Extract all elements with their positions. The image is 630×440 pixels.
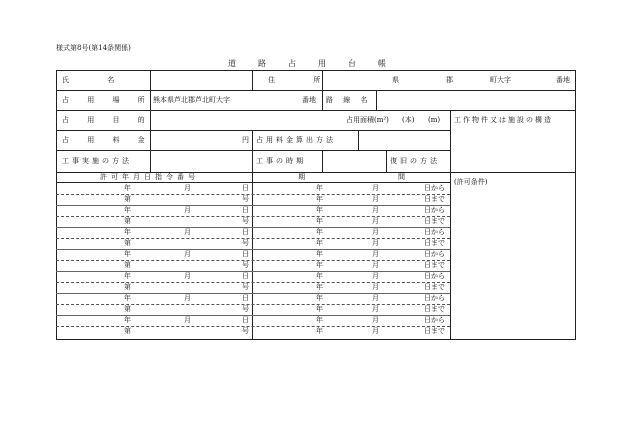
permit-no-prefix: 第: [124, 261, 131, 269]
period-label: 工事の時期: [256, 157, 306, 165]
period-from: 日から: [424, 294, 445, 302]
row-divider: [56, 326, 450, 327]
title-char: 占: [288, 59, 296, 68]
period-to: 日まで: [424, 217, 445, 225]
permit-no-prefix: 第: [124, 195, 131, 203]
permit-year-label: 年: [124, 206, 131, 214]
period-start-year: 年: [316, 294, 323, 302]
permit-year-label: 年: [124, 316, 131, 324]
row-divider: [56, 238, 450, 239]
permit-day-label: 日: [242, 316, 249, 324]
entry-divider: [56, 315, 450, 316]
permit-period-header-2: 間: [398, 173, 405, 181]
name-field[interactable]: [152, 72, 250, 88]
form-number: 様式第8号(第14条関係): [56, 44, 131, 52]
permit-day-label: 日: [242, 206, 249, 214]
entry-divider: [56, 227, 450, 228]
period-start-year: 年: [316, 272, 323, 280]
period-end-year: 年: [316, 305, 323, 313]
permit-year-label: 年: [124, 228, 131, 236]
period-start-month: 月: [372, 250, 379, 258]
permit-year-label: 年: [124, 272, 131, 280]
name-label: 氏 名: [62, 76, 133, 84]
entry-divider: [56, 271, 450, 272]
permit-day-label: 日: [242, 184, 249, 192]
period-end-month: 月: [372, 239, 379, 247]
period-end-year: 年: [316, 261, 323, 269]
area-length: (本): [402, 116, 415, 124]
period-from: 日から: [424, 316, 445, 324]
permit-no-prefix: 第: [124, 305, 131, 313]
period-start-year: 年: [316, 206, 323, 214]
period-end-year: 年: [316, 239, 323, 247]
banchi-suffix: 番地: [556, 76, 570, 84]
permit-month-label: 月: [184, 228, 191, 236]
conditions-label: (許可条件): [454, 178, 488, 186]
permit-day-label: 日: [242, 294, 249, 302]
period-end-year: 年: [316, 217, 323, 225]
period-start-year: 年: [316, 184, 323, 192]
title-char: 道: [228, 59, 236, 68]
period-end-month: 月: [372, 327, 379, 335]
permit-header: 許可年月日指令番号: [100, 173, 199, 181]
route-label: 路 線 名: [326, 96, 372, 104]
period-to: 日まで: [424, 283, 445, 291]
title-char: 路: [258, 59, 266, 68]
fee-label: 占 用 料 金: [62, 136, 153, 144]
row-divider: [56, 282, 450, 283]
permit-no-suffix: 号: [242, 305, 249, 313]
period-from: 日から: [424, 206, 445, 214]
entry-divider: [56, 249, 450, 250]
permit-year-label: 年: [124, 294, 131, 302]
route-field[interactable]: [378, 92, 574, 108]
period-end-year: 年: [316, 283, 323, 291]
period-to: 日まで: [424, 239, 445, 247]
period-from: 日から: [424, 228, 445, 236]
permit-year-label: 年: [124, 250, 131, 258]
period-start-month: 月: [372, 316, 379, 324]
period-end-month: 月: [372, 283, 379, 291]
period-start-month: 月: [372, 228, 379, 236]
location-label: 占 用 場 所: [62, 96, 153, 104]
area-unit: (m): [428, 116, 441, 124]
restore-label: 復旧の方法: [390, 157, 440, 165]
purpose-label: 占 用 目 的: [62, 116, 153, 124]
county-suffix: 郡: [446, 76, 453, 84]
period-start-year: 年: [316, 250, 323, 258]
permit-no-suffix: 号: [242, 217, 249, 225]
structure-label: 工作物件又は施設の構造: [454, 116, 553, 124]
permit-month-label: 月: [184, 294, 191, 302]
row-divider: [56, 194, 450, 195]
period-end-month: 月: [372, 261, 379, 269]
period-to: 日まで: [424, 195, 445, 203]
period-from: 日から: [424, 272, 445, 280]
area-label: 占用面積(m²): [346, 116, 389, 124]
period-end-month: 月: [372, 195, 379, 203]
period-to: 日まで: [424, 327, 445, 335]
permit-no-prefix: 第: [124, 327, 131, 335]
period-start-year: 年: [316, 316, 323, 324]
period-start-year: 年: [316, 228, 323, 236]
permit-month-label: 月: [184, 316, 191, 324]
permit-month-label: 月: [184, 184, 191, 192]
permit-no-suffix: 号: [242, 239, 249, 247]
period-end-month: 月: [372, 217, 379, 225]
period-start-month: 月: [372, 294, 379, 302]
period-to: 日まで: [424, 261, 445, 269]
period-end-year: 年: [316, 327, 323, 335]
permit-day-label: 日: [242, 272, 249, 280]
town-suffix: 町大字: [490, 76, 511, 84]
permit-no-suffix: 号: [242, 195, 249, 203]
permit-no-suffix: 号: [242, 327, 249, 335]
entry-divider: [56, 293, 450, 294]
prefecture-suffix: 県: [392, 76, 399, 84]
fee-calc-label: 占用料金算出方法: [256, 136, 336, 144]
entry-divider: [56, 205, 450, 206]
row-divider: [56, 260, 450, 261]
period-start-month: 月: [372, 206, 379, 214]
permit-no-suffix: 号: [242, 261, 249, 269]
location-value[interactable]: 熊本県芦北郡芦北町大字: [153, 96, 230, 104]
permit-period-header: 期: [298, 173, 305, 181]
period-start-month: 月: [372, 272, 379, 280]
period-to: 日まで: [424, 305, 445, 313]
permit-month-label: 月: [184, 250, 191, 258]
period-end-year: 年: [316, 195, 323, 203]
period-end-month: 月: [372, 305, 379, 313]
permit-no-prefix: 第: [124, 217, 131, 225]
location-banchi: 番地: [302, 96, 316, 104]
row-divider: [56, 304, 450, 305]
fee-unit: 円: [242, 136, 249, 144]
permit-month-label: 月: [184, 206, 191, 214]
permit-day-label: 日: [242, 228, 249, 236]
method-label: 工事実施の方法: [62, 157, 132, 165]
permit-day-label: 日: [242, 250, 249, 258]
period-from: 日から: [424, 184, 445, 192]
permit-year-label: 年: [124, 184, 131, 192]
address-label: 住 所: [268, 76, 339, 84]
permit-no-suffix: 号: [242, 283, 249, 291]
permit-no-prefix: 第: [124, 239, 131, 247]
title-char: 用: [318, 59, 326, 68]
period-from: 日から: [424, 250, 445, 258]
permit-month-label: 月: [184, 272, 191, 280]
page-title: [0, 58, 630, 70]
permit-no-prefix: 第: [124, 283, 131, 291]
title-char: 台: [348, 59, 356, 68]
title-char: 帳: [378, 59, 386, 68]
row-divider: [56, 216, 450, 217]
period-start-month: 月: [372, 184, 379, 192]
